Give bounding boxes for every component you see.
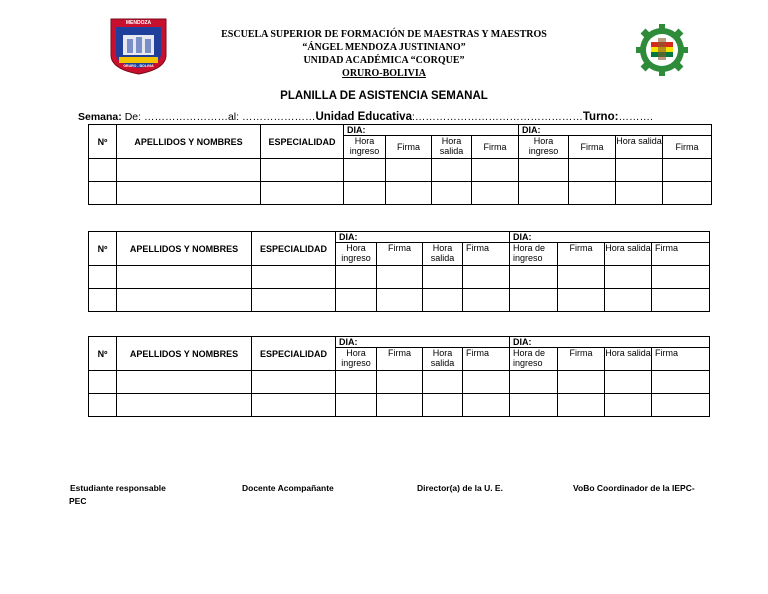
firma-3: Firma	[569, 136, 616, 159]
date-range-field[interactable]: De: ……………………al: …………………	[121, 111, 316, 123]
col-names: APELLIDOS Y NOMBRES	[117, 125, 261, 159]
cell[interactable]	[423, 266, 463, 289]
location	[0, 67, 768, 80]
cell[interactable]	[377, 289, 423, 312]
cell[interactable]	[89, 266, 117, 289]
hora-ingreso-2: Hora de ingreso	[510, 243, 558, 266]
firma-1: Firma	[377, 243, 423, 266]
cell[interactable]	[117, 182, 261, 205]
hora-ingreso-1: Hora ingreso	[336, 243, 377, 266]
firma-3: Firma	[558, 243, 605, 266]
cell[interactable]	[432, 159, 472, 182]
firma-1: Firma	[377, 348, 423, 371]
firma-1: Firma	[386, 136, 432, 159]
cell[interactable]	[510, 266, 558, 289]
cell[interactable]	[605, 394, 652, 417]
cell[interactable]	[569, 159, 616, 182]
cell[interactable]	[336, 289, 377, 312]
cell[interactable]	[252, 394, 336, 417]
cell[interactable]	[336, 394, 377, 417]
attendance-table-1	[88, 124, 712, 205]
hora-salida-2: Hora salida	[605, 243, 652, 266]
week-line	[78, 111, 653, 123]
cell[interactable]	[117, 266, 252, 289]
cell[interactable]	[652, 394, 710, 417]
cell[interactable]	[386, 182, 432, 205]
attendance-table-2	[88, 231, 710, 312]
cell[interactable]	[117, 394, 252, 417]
logo-left-bottom-text: ORURO - BOLIVIA	[123, 64, 154, 68]
signature-student: Estudiante responsable	[70, 483, 166, 493]
cell[interactable]	[89, 394, 117, 417]
cell[interactable]	[605, 371, 652, 394]
cell[interactable]	[463, 371, 510, 394]
cell[interactable]	[616, 182, 663, 205]
cell[interactable]	[252, 266, 336, 289]
hora-salida-2: Hora salida	[616, 136, 663, 159]
col-names: APELLIDOS Y NOMBRES	[117, 232, 252, 266]
day-2-header: DIA:	[510, 337, 710, 348]
firma-2: Firma	[463, 348, 510, 371]
col-number: Nº	[89, 125, 117, 159]
col-specialty: ESPECIALIDAD	[261, 125, 344, 159]
firma-4: Firma	[663, 136, 712, 159]
signature-student-pec: PEC	[69, 496, 87, 506]
cell[interactable]	[510, 289, 558, 312]
cell[interactable]	[252, 371, 336, 394]
col-names: APELLIDOS Y NOMBRES	[117, 337, 252, 371]
cell[interactable]	[89, 182, 117, 205]
hora-salida-1: Hora salida	[432, 136, 472, 159]
table-row	[89, 394, 710, 417]
cell[interactable]	[663, 182, 712, 205]
cell[interactable]	[117, 159, 261, 182]
cell[interactable]	[463, 394, 510, 417]
firma-4: Firma	[652, 243, 710, 266]
cell[interactable]	[344, 182, 386, 205]
cell[interactable]	[472, 182, 519, 205]
cell[interactable]	[423, 394, 463, 417]
cell[interactable]	[89, 371, 117, 394]
cell[interactable]	[463, 289, 510, 312]
cell[interactable]	[558, 394, 605, 417]
cell[interactable]	[386, 159, 432, 182]
cell[interactable]	[558, 371, 605, 394]
hora-salida-1: Hora salida	[423, 243, 463, 266]
cell[interactable]	[89, 159, 117, 182]
table-row	[89, 182, 712, 205]
cell[interactable]	[605, 266, 652, 289]
cell[interactable]	[616, 159, 663, 182]
cell[interactable]	[510, 371, 558, 394]
cell[interactable]	[519, 159, 569, 182]
hora-ingreso-2: Hora de ingreso	[510, 348, 558, 371]
cell[interactable]	[463, 266, 510, 289]
day-1-header: DIA:	[336, 337, 510, 348]
hora-salida-1: Hora salida	[423, 348, 463, 371]
page-title: PLANILLA DE ASISTENCIA SEMANAL	[280, 90, 488, 102]
cell[interactable]	[652, 266, 710, 289]
logo-left-text: MENDOZA	[125, 20, 152, 26]
col-number: Nº	[89, 232, 117, 266]
firma-2: Firma	[463, 243, 510, 266]
cell[interactable]	[510, 394, 558, 417]
cell[interactable]	[472, 159, 519, 182]
cell[interactable]	[336, 371, 377, 394]
cell[interactable]	[652, 371, 710, 394]
firma-3: Firma	[558, 348, 605, 371]
cell[interactable]	[117, 371, 252, 394]
table-row	[89, 159, 712, 182]
institution-name: ESCUELA SUPERIOR DE FORMACIÓN DE MAESTRAS Y MAESTROS	[221, 29, 547, 40]
cell[interactable]	[605, 289, 652, 312]
cell[interactable]	[377, 266, 423, 289]
cell[interactable]	[423, 289, 463, 312]
signature-director: Director(a) de la U. E.	[417, 483, 503, 493]
firma-4: Firma	[652, 348, 710, 371]
turno-label: Turno:	[582, 111, 619, 123]
hora-salida-2: Hora salida	[605, 348, 652, 371]
signature-coordinator: VoBo Coordinador de la IEPC-	[573, 483, 695, 493]
unidad-label: Unidad Educativa	[315, 111, 412, 123]
cell[interactable]	[344, 159, 386, 182]
unidad-field[interactable]: :…………………………………………	[411, 111, 583, 123]
table-row	[89, 371, 710, 394]
table-row	[89, 266, 710, 289]
attendance-table-3	[88, 336, 710, 417]
day-1-header: DIA:	[336, 232, 510, 243]
institution-patron: “ÁNGEL MENDOZA JUSTINIANO”	[302, 42, 466, 53]
cell[interactable]	[558, 289, 605, 312]
firma-2: Firma	[472, 136, 519, 159]
cell[interactable]	[432, 182, 472, 205]
cell[interactable]	[261, 159, 344, 182]
cell[interactable]	[252, 289, 336, 312]
table-row	[89, 289, 710, 312]
cell[interactable]	[519, 182, 569, 205]
col-number: Nº	[89, 337, 117, 371]
location-text: ORURO-BOLIVIA	[342, 68, 426, 79]
col-specialty: ESPECIALIDAD	[252, 337, 336, 371]
cell[interactable]	[558, 266, 605, 289]
cell[interactable]	[261, 182, 344, 205]
hora-ingreso-1: Hora ingreso	[336, 348, 377, 371]
turno-field[interactable]: ……….	[618, 111, 653, 123]
cell[interactable]	[663, 159, 712, 182]
cell[interactable]	[377, 394, 423, 417]
cell[interactable]	[652, 289, 710, 312]
col-specialty: ESPECIALIDAD	[252, 232, 336, 266]
cell[interactable]	[377, 371, 423, 394]
semana-label: Semana:	[78, 111, 122, 123]
academic-unit: UNIDAD ACADÉMICA “CORQUE”	[303, 55, 465, 66]
day-2-header: DIA:	[510, 232, 710, 243]
day-2-header: DIA:	[519, 125, 712, 136]
cell[interactable]	[89, 289, 117, 312]
day-1-header: DIA:	[344, 125, 519, 136]
hora-ingreso-2: Hora ingreso	[519, 136, 569, 159]
cell[interactable]	[336, 266, 377, 289]
cell[interactable]	[117, 289, 252, 312]
cell[interactable]	[423, 371, 463, 394]
signature-teacher: Docente Acompañante	[242, 483, 334, 493]
cell[interactable]	[569, 182, 616, 205]
hora-ingreso-1: Hora ingreso	[344, 136, 386, 159]
